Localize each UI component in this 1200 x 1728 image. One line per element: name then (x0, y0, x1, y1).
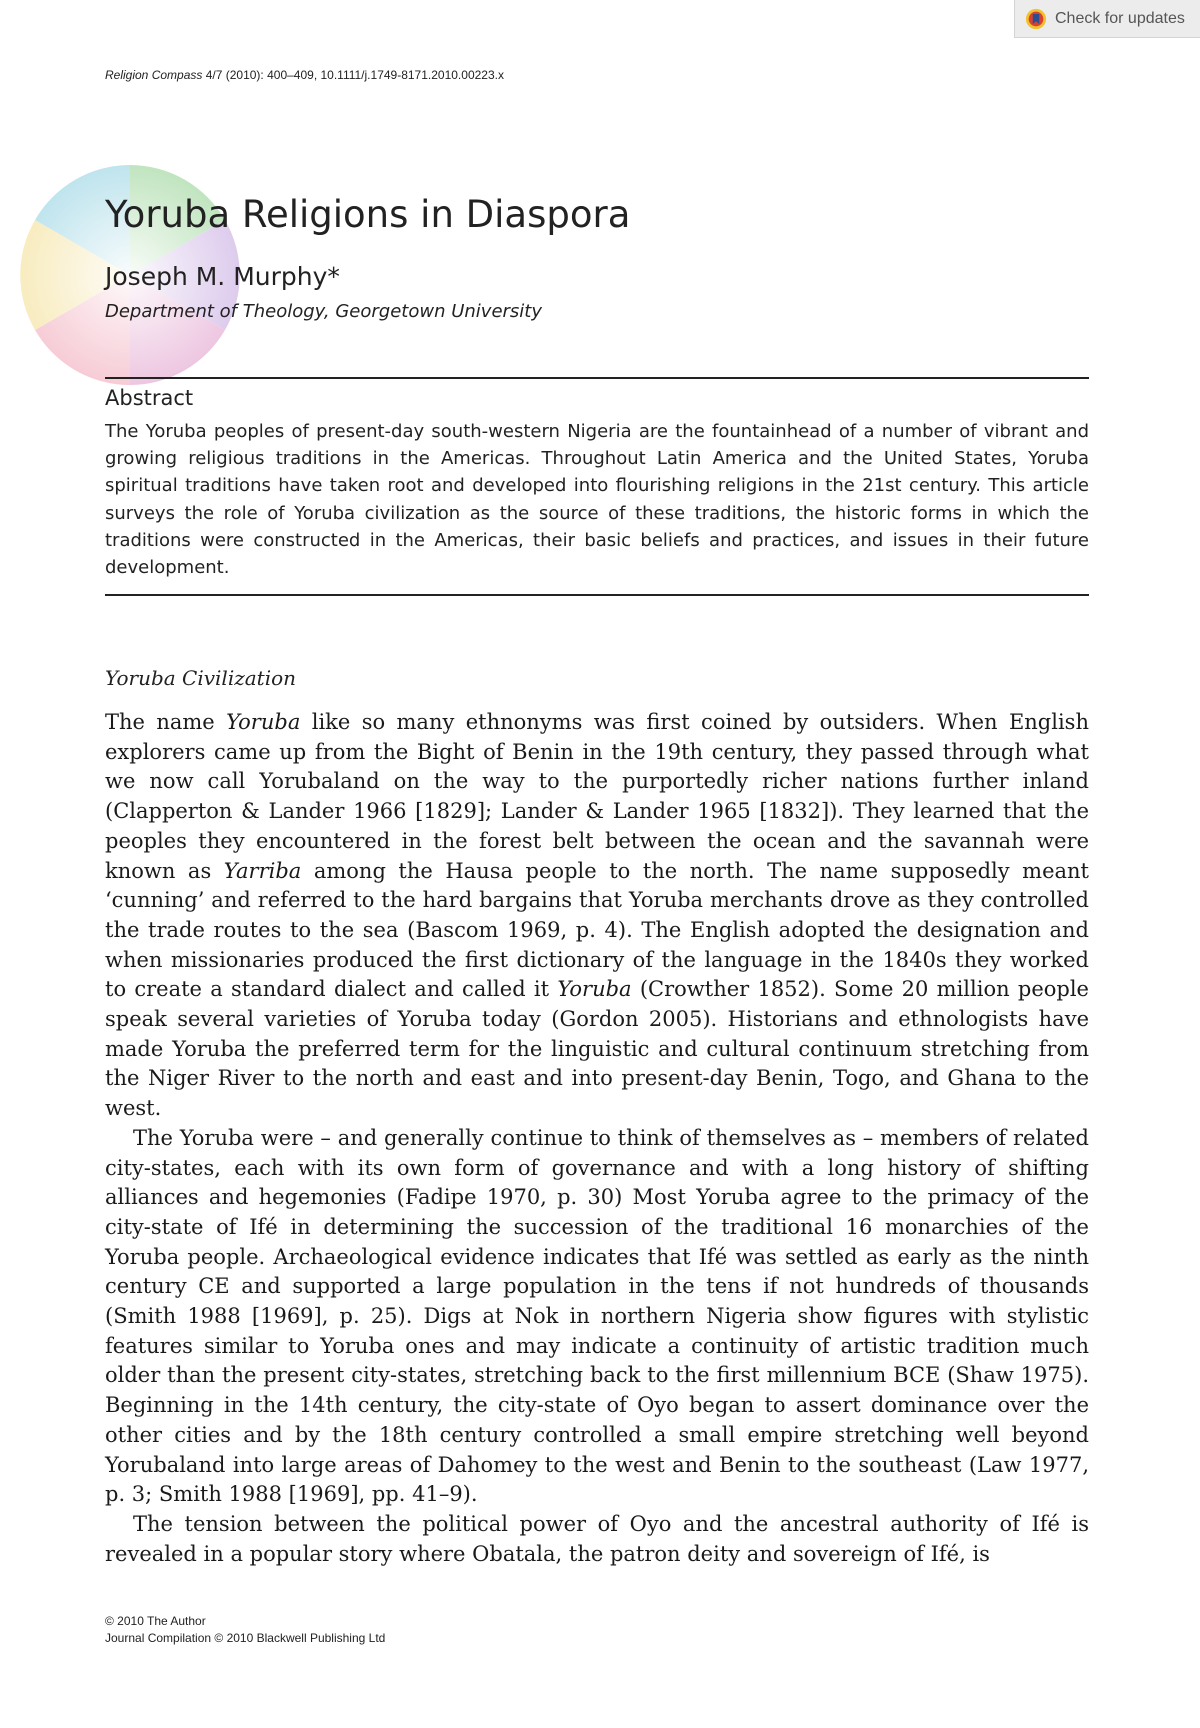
abstract-heading: Abstract (105, 386, 194, 410)
abstract-bottom-rule (105, 594, 1089, 596)
abstract-text: The Yoruba peoples of present-day south-western Nigeria are the fountainhead of a number of vibrant and growing religious traditions in the Americas. Throughout Latin America and the United States, Yoruba spiritual traditions have taken root and developed into flourishing religions in the 21st century. This article surveys the role of Yoruba civilization as the source of these traditions, the historic forms in which the traditions were constructed in the Americas, their basic beliefs and practices, and issues in their future development. (105, 421, 1089, 579)
check-for-updates-label: Check for updates (1055, 9, 1185, 27)
citation: 4/7 (2010): 400–409, 10.1111/j.1749-8171.2010.00223.x (202, 68, 504, 82)
term-yoruba-2: Yoruba (557, 977, 632, 1002)
copyright-line-1: © 2010 The Author (105, 1614, 206, 1628)
journal-name: Religion Compass (105, 68, 203, 82)
author-name: Joseph M. Murphy* (105, 262, 340, 291)
author-affiliation: Department of Theology, Georgetown University (105, 301, 543, 322)
paragraph-3: The tension between the political power of Oyo and the ancestral authority of Ifé is revealed in a popular story where Obatala, the patron deity and sovereign of Ifé, is (105, 1511, 1089, 1566)
article-title: Yoruba Religions in Diaspora (105, 193, 631, 236)
body-text (105, 708, 1089, 1569)
copyright-line-2: Journal Compilation © 2010 Blackwell Publishing Ltd (105, 1631, 386, 1645)
term-yarriba: Yarriba (223, 858, 302, 883)
copyright-footer (105, 1613, 385, 1647)
term-yoruba: Yoruba (226, 710, 301, 734)
section-heading: Yoruba Civilization (105, 666, 297, 690)
paragraph-1: The name Yoruba like so many ethnonyms was first coined by outsiders. When English explorers came up from the Bight of Benin in the 19th century, they passed through what we now call Yorubaland on the way to the purportedly richer nations further inland (Clapperton & Lander 1966 [1829]; Lander & Lander 1965 [1832]). They learned that the peoples they encountered in the forest belt between the ocean and the savannah were known as Yarriba among the Hausa people to the north. The name supposedly meant ‘cunning’ and referred to the hard bargains that Yoruba merchants drove as they controlled the trade routes to the sea (Bascom 1969, p. 4). The English adopted the designation and when missionaries produced the first dictionary of the language in the 1840s they worked to create a standard dialect and called it Yoruba (Crowther 1852). Some 20 million people speak several varieties of Yoruba today (Gordon 2005). Historians and ethnologists have made Yoruba the preferred term for the linguistic and cultural continuum stretching from the Niger River to the north and east and into present-day Benin, Togo, and Ghana to the west. (105, 710, 1089, 1121)
running-head (105, 68, 504, 82)
bookmark-badge-icon (1025, 8, 1047, 30)
paragraph-2: The Yoruba were – and generally continue to think of themselves as – members of related city-states, each with its own form of governance and with a long history of shifting alliances and hegemonies (Fadipe 1970, p. 30) Most Yoruba agree to the primacy of the city-state of Ifé in determining the succession of the traditional 16 monarchies of the Yoruba people. Archaeological evidence indicates that Ifé was settled as early as the ninth century CE and supported a large population in the tens if not hundreds of thousands (Smith 1988 [1969], p. 25). Digs at Nok in northern Nigeria show figures with stylistic features similar to Yoruba ones and may indicate a continuity of artistic tradition much older than the present city-states, stretching back to the first millennium BCE (Shaw 1975). Beginning in the 14th century, the city-state of Oyo began to assert dominance over the other cities and by the 18th century controlled a small empire stretching well beyond Yorubaland into large areas of Dahomey to the west and Benin to the southeast (Law 1977, p. 3; Smith 1988 [1969], pp. 41–9). (105, 1125, 1089, 1507)
check-for-updates-button[interactable] (1014, 0, 1200, 38)
abstract-top-rule (105, 377, 1089, 379)
